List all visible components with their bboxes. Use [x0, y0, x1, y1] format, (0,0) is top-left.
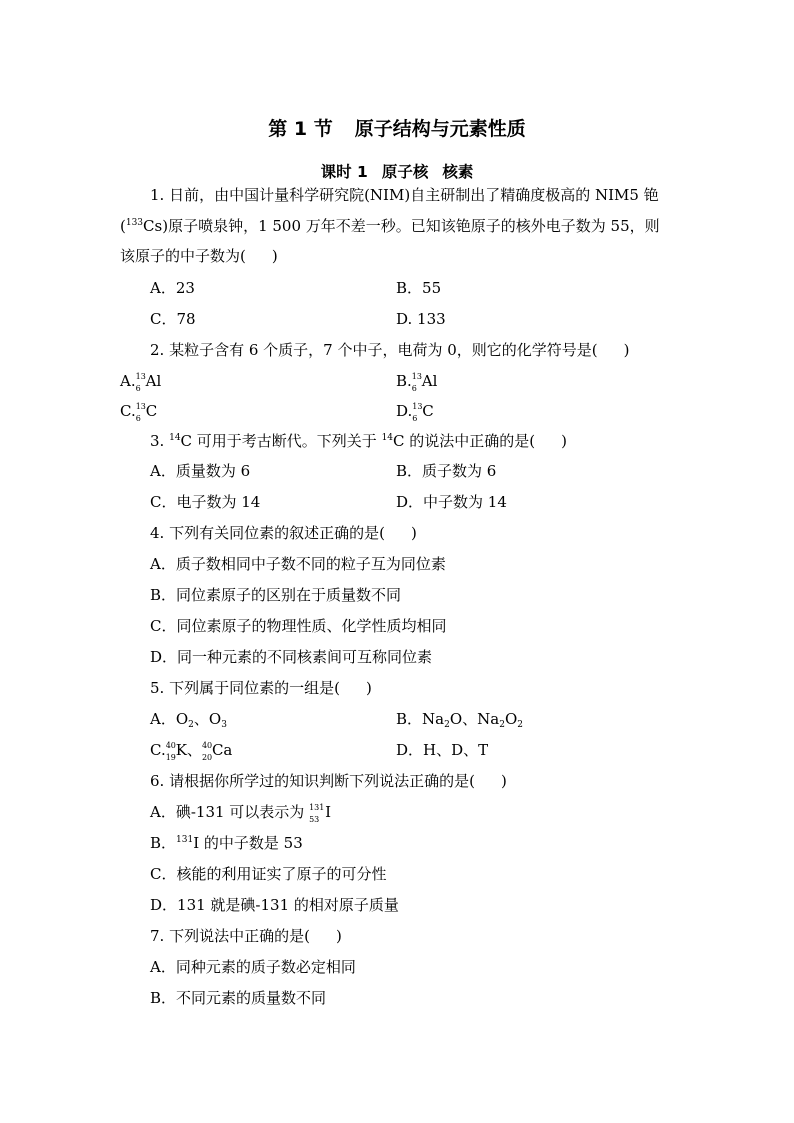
q1-stem-line-1: 1. 日前，由中国计量科学研究院(NIM)自主研制出了精确度极高的 NIM5 铯 — [150, 186, 659, 204]
q4-option-a: A．质子数相同中子数不同的粒子互为同位素 — [150, 555, 446, 573]
q2-option-b: B. 13 6 Al — [396, 372, 438, 393]
q7-option-a: A．同种元素的质子数必定相同 — [150, 958, 356, 976]
q3-option-a: A．质量数为 6 — [150, 462, 251, 480]
q3-option-d: D．中子数为 14 — [396, 493, 507, 511]
lesson-topic-1: 原子核 — [381, 163, 429, 181]
q5-option-b: B．$Na_2O$、$Na_2O_2$ — [396, 710, 523, 730]
q2-option-d: D. 13 6 C — [396, 402, 434, 423]
q5-option-a: A．$O_2$、$O_3$ — [150, 710, 227, 730]
lesson-number: 课时 1 — [320, 163, 368, 181]
q3-option-c: C．电子数为 14 — [150, 493, 261, 511]
section-number: 第 1 节 — [268, 118, 333, 140]
q5-option-c: C. 40 19 K、 40 20 Ca — [150, 741, 233, 762]
q4-stem: 4. 下列有关同位素的叙述正确的是( ) — [150, 524, 417, 542]
q6-stem: 6. 请根据你所学过的知识判断下列说法正确的是( ) — [150, 772, 507, 790]
q7-option-b: B．不同元素的质量数不同 — [150, 989, 327, 1007]
lesson-subtitle — [0, 160, 794, 182]
q6-option-c: C．核能的利用证实了原子的可分性 — [150, 865, 387, 883]
q1-stem-line-2: ($^{133}$Cs)原子喷泉钟，1 500 万年不差一秒。已知该铯原子的核外电子数为 55，则 — [120, 217, 660, 235]
q3-stem: 3. $^{14}$C 可用于考古断代。下列关于 $^{14}$C 的说法中正确的是( ) — [150, 432, 567, 450]
q5-stem: 5. 下列属于同位素的一组是( ) — [150, 679, 372, 697]
q4-option-c: C．同位素原子的物理性质、化学性质均相同 — [150, 617, 447, 635]
q3-option-b: B．质子数为 6 — [396, 462, 497, 480]
q2-option-c: C. 13 6 C — [120, 402, 158, 423]
q2-stem: 2. 某粒子含有 6 个质子，7 个中子，电荷为 0，则它的化学符号是( ) — [150, 341, 630, 359]
q1-option-a: A．23 — [150, 279, 195, 297]
section-title — [0, 114, 794, 141]
lesson-topic-2: 核素 — [442, 163, 474, 181]
q7-stem: 7. 下列说法中正确的是( ) — [150, 927, 342, 945]
q6-option-d: D．131 就是碘-131 的相对原子质量 — [150, 896, 399, 914]
q1-option-b: B．55 — [396, 279, 442, 297]
q4-option-d: D．同一种元素的不同核素间可互称同位素 — [150, 648, 433, 666]
q6-option-b: B．$^{131}$I 的中子数是 53 — [150, 834, 303, 852]
q2-option-a: A. 13 6 Al — [120, 372, 162, 393]
q6-option-a: A．碘-131 可以表示为 131 53 I — [150, 803, 332, 824]
section-name: 原子结构与元素性质 — [354, 118, 526, 140]
q1-stem-line-3: 该原子的中子数为( ) — [120, 247, 278, 265]
q5-option-d: D．H、D、T — [396, 741, 489, 759]
q1-option-d: D. 133 — [396, 310, 446, 328]
q4-option-b: B．同位素原子的区别在于质量数不同 — [150, 586, 402, 604]
q1-option-c: C．78 — [150, 310, 196, 328]
